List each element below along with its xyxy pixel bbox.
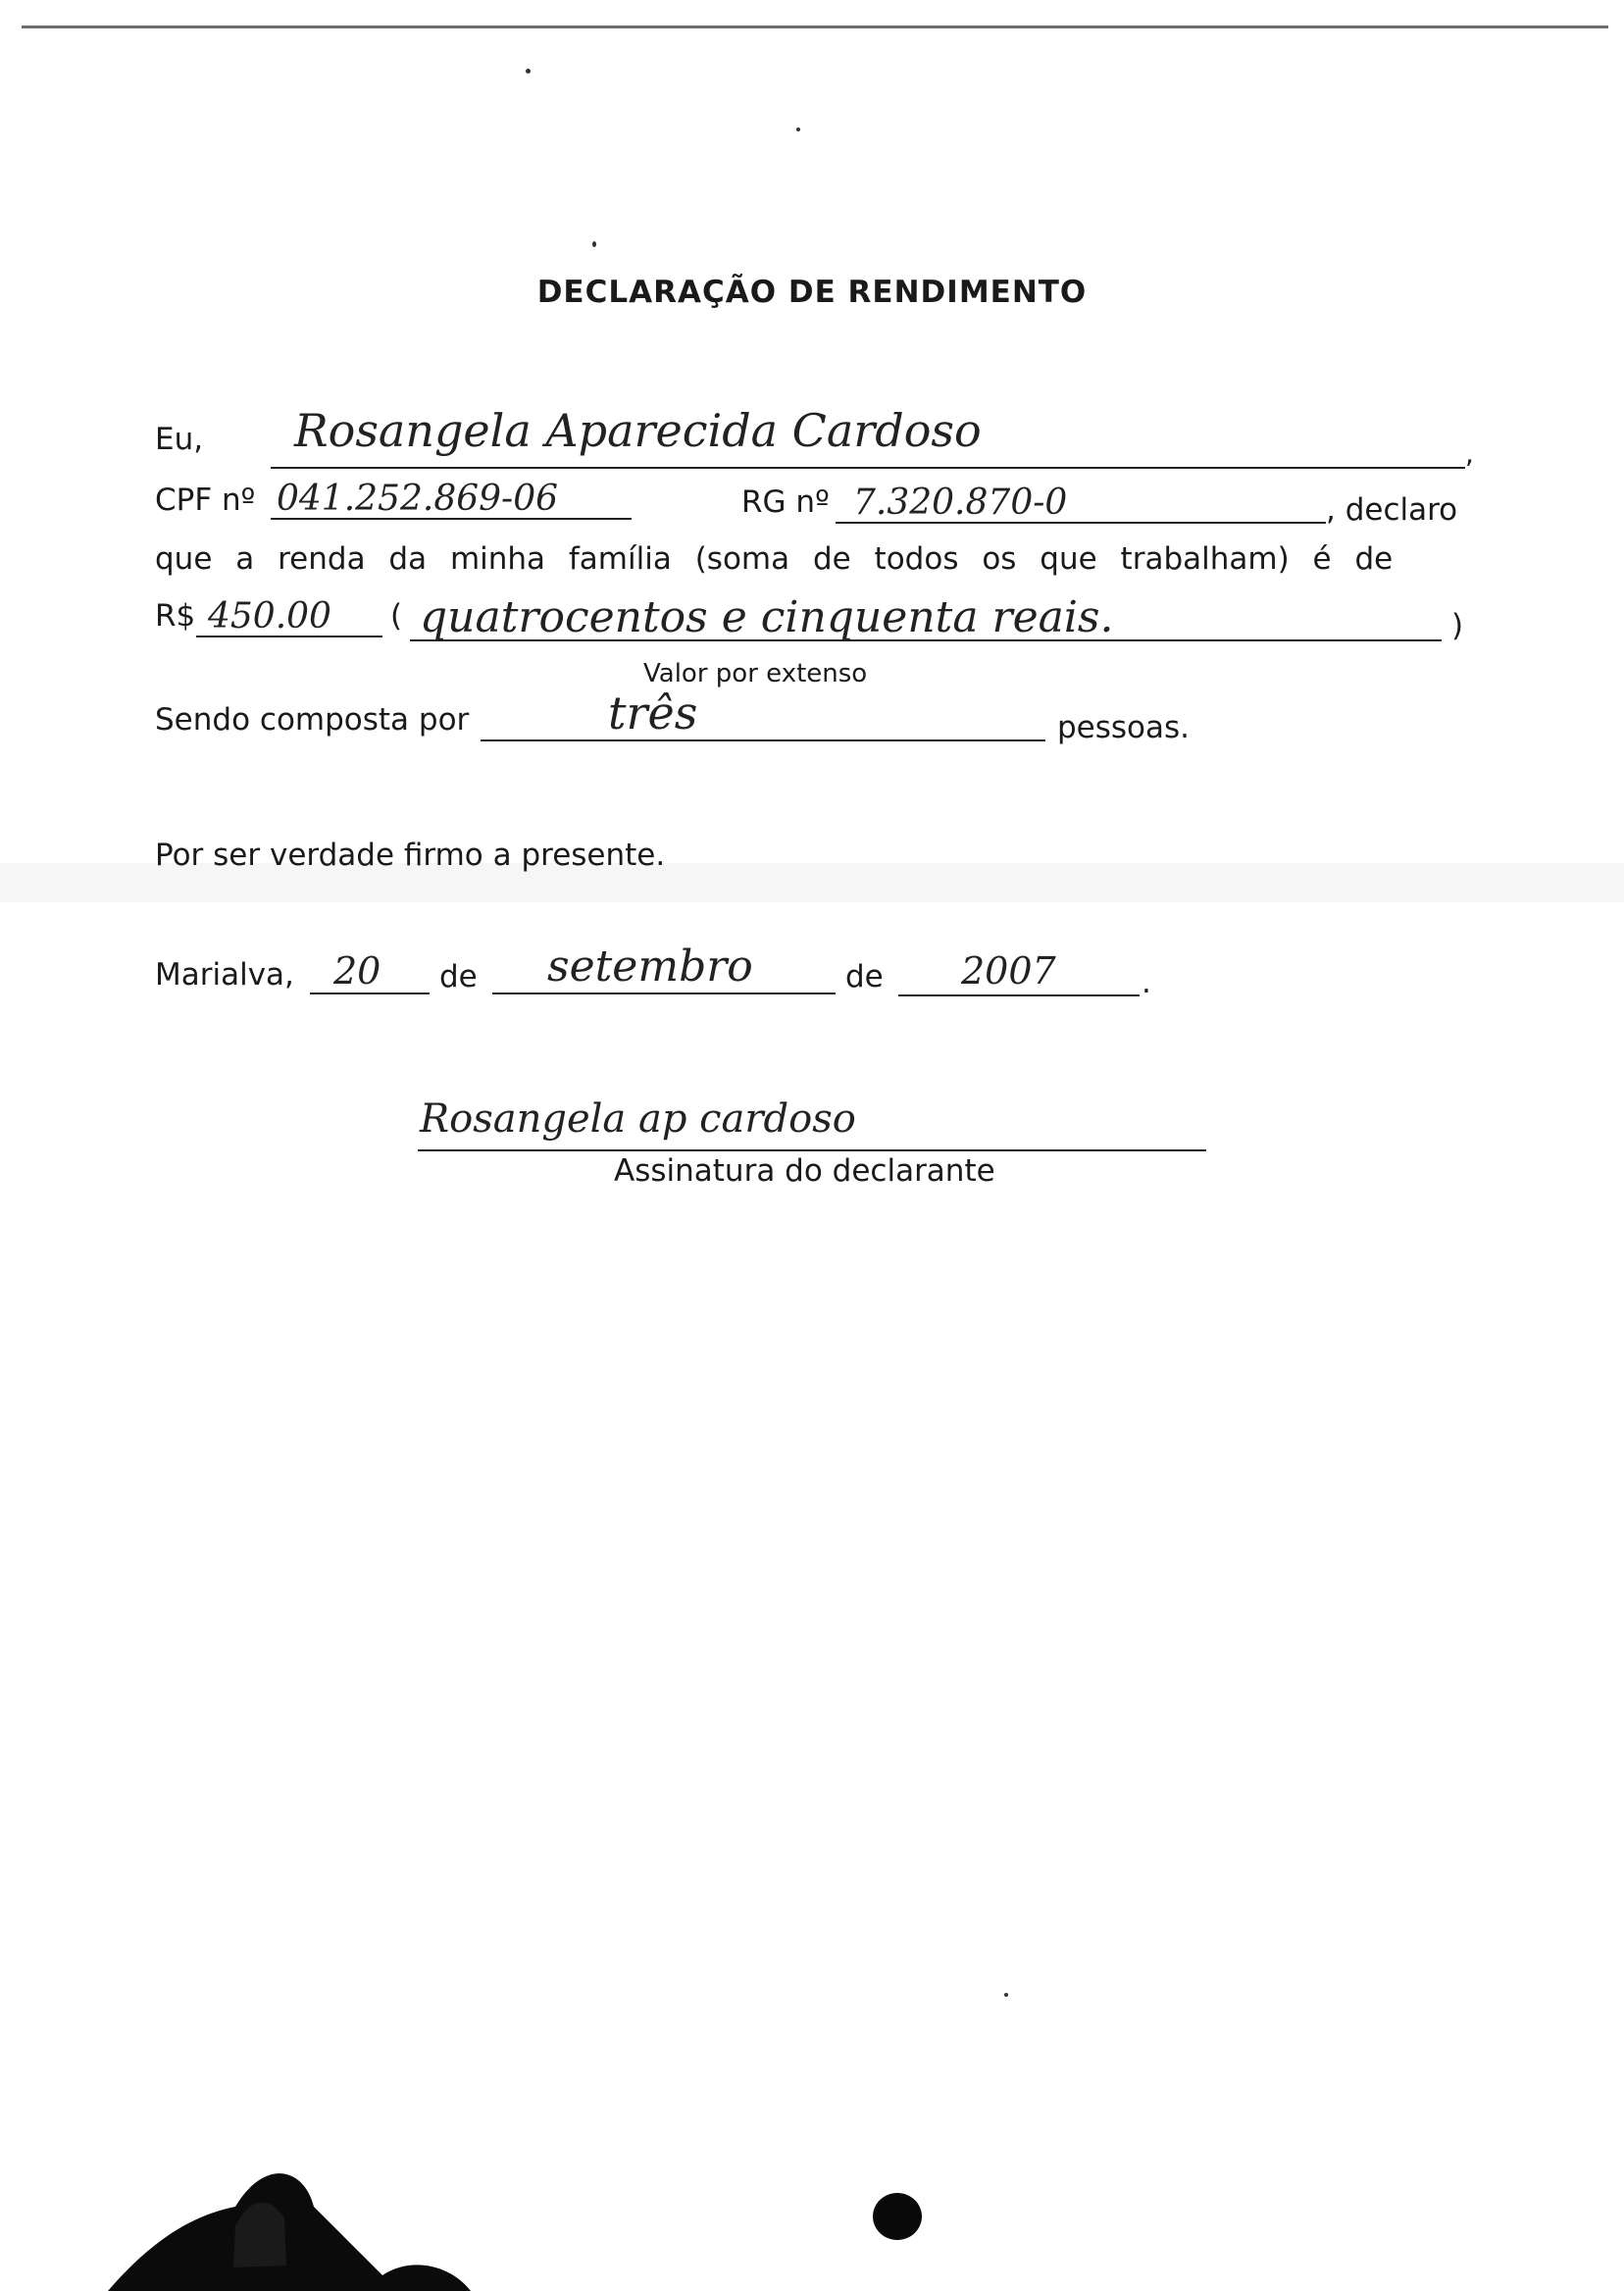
- label-de-2: de: [845, 959, 884, 994]
- scan-speck: [526, 69, 531, 74]
- close-paren: ): [1451, 608, 1464, 643]
- ano-underline: [898, 994, 1140, 996]
- text-verdade: Por ser verdade firmo a presente.: [155, 838, 666, 873]
- label-declaro: , declaro: [1326, 492, 1458, 528]
- pessoas-underline: [481, 739, 1045, 741]
- scan-dark-blotch: [0, 2138, 549, 2291]
- scan-speck: [1004, 1993, 1008, 1997]
- handwritten-mes: setembro: [547, 942, 753, 992]
- handwritten-ano: 2007: [961, 949, 1056, 993]
- handwritten-pessoas: três: [608, 687, 698, 739]
- label-eu: Eu,: [155, 422, 204, 457]
- handwritten-cpf: 041.252.869-06: [277, 479, 558, 519]
- label-cpf: CPF nº: [155, 483, 256, 518]
- label-assinatura: Assinatura do declarante: [614, 1153, 995, 1189]
- label-sendo: Sendo composta por: [155, 702, 470, 738]
- label-de-1: de: [439, 959, 478, 994]
- mes-underline: [492, 993, 836, 994]
- label-marialva: Marialva,: [155, 957, 294, 993]
- open-paren: (: [390, 598, 403, 634]
- label-rg: RG nº: [741, 484, 830, 520]
- scan-speck: [796, 127, 800, 131]
- label-rs: R$: [155, 598, 196, 634]
- top-rule: [22, 25, 1608, 28]
- handwritten-valor-extenso: quatrocentos e cinquenta reais.: [420, 592, 1114, 642]
- label-pessoas: pessoas.: [1057, 710, 1191, 745]
- scan-speck: [592, 241, 596, 247]
- handwritten-name: Rosangela Aparecida Cardoso: [294, 404, 982, 457]
- signature-line: [418, 1149, 1206, 1151]
- handwritten-signature: Rosangela ap cardoso: [420, 1096, 856, 1142]
- dia-underline: [310, 993, 430, 994]
- end-period: .: [1142, 965, 1151, 1000]
- handwritten-dia: 20: [333, 949, 381, 993]
- document-title: DECLARAÇÃO DE RENDIMENTO: [536, 275, 1088, 310]
- handwritten-valor: 450.00: [208, 596, 331, 636]
- name-underline: [271, 467, 1465, 469]
- name-comma: ,: [1465, 437, 1474, 470]
- ink-blot: [873, 2193, 922, 2240]
- label-valor-extenso: Valor por extenso: [643, 659, 868, 688]
- handwritten-rg: 7.320.870-0: [853, 483, 1068, 523]
- text-line-renda: que a renda da minha família (soma de todos os que trabalham) é de: [155, 541, 1394, 577]
